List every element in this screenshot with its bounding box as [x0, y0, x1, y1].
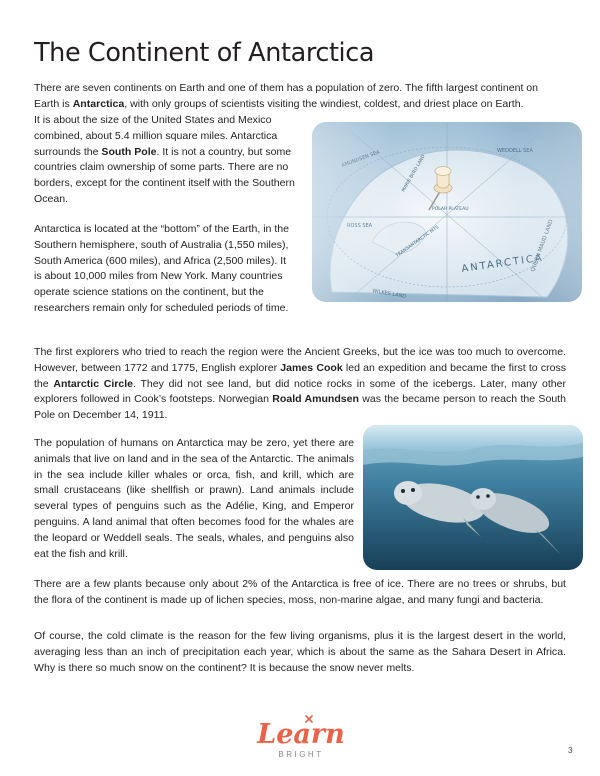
map-image — [312, 122, 582, 302]
location-paragraph: Antarctica is located at the “bottom” of the Earth, in the Southern hemisphere, south of Australia (1,550 miles), South America (600 miles), and Africa (2,500 miles). It is about 10,000 miles from New York. Many countries operate science stations on the continent, but the researchers remain only for scheduled periods of time. — [34, 223, 290, 314]
logo-word: Learn — [257, 719, 345, 750]
page-title: The Continent of Antarctica — [34, 38, 375, 68]
page-number: 3 — [568, 746, 573, 755]
logo-subtitle: BRIGHT — [278, 750, 324, 759]
seals-image — [363, 425, 583, 570]
seals-underwater-photo — [363, 425, 583, 570]
antarctica-map-photo — [312, 122, 582, 302]
explorers-paragraph: The first explorers who tried to reach the region were the Ancient Greeks, but the ice was too much to overcome. However, between 1772 and 1775, English explorer James Cook led an expedition and became the first to cross the Antarctic Circle. They did not see land, but did notice rocks in some of the icebergs. Later, many other explorers followed in Cook’s footsteps. Norwegian Roald Amundsen was the became person to reach the South Pole on December 14, 1911. — [34, 346, 567, 422]
climate-paragraph: Of course, the cold climate is the reason for the few living organisms, plus it is the largest desert in the world, averaging less than an inch of precipitation each year, which is about the same as the Sahara Desert in Africa. Why is there so much snow on the continent? It is because the snow never melts. — [34, 630, 566, 674]
logo-image — [246, 711, 356, 767]
animals-paragraph: The population of humans on Antarctica may be zero, yet there are animals that live on land and in the sea of the Antarctic. The animals in the sea include killer whales or orca, fish, and krill, which are small crustaceans (like shellfish or prawn). Land animals include several types of penguins such as the Adélie, King, and Emperor penguins. A land animal that often becomes food for the whales are the leopard or Weddell seals. The seals, whales, and penguins also eat the fish and krill. — [34, 437, 354, 560]
size-paragraph: It is about the size of the United States and Mexico combined, about 5.4 million square miles. Antarctica surrounds the South Pole. It is not a country, but some countries claim ownership of some parts. There are no borders, except for the continent itself with the Southern Ocean. — [34, 114, 295, 205]
learn-bright-logo — [246, 711, 356, 767]
plants-paragraph: There are a few plants because only about 2% of the Antarctica is free of ice. There are no trees or shrubs, but the flora of the continent is made up of lichen species, moss, non-marine algae, and many fungi and bacteria. — [34, 578, 566, 606]
intro-paragraph: There are seven continents on Earth and one of them has a population of zero. The fifth largest continent on Earth is Antarctica, with only groups of scientists visiting the windiest, coldest, and driest place on Earth. — [34, 82, 539, 110]
